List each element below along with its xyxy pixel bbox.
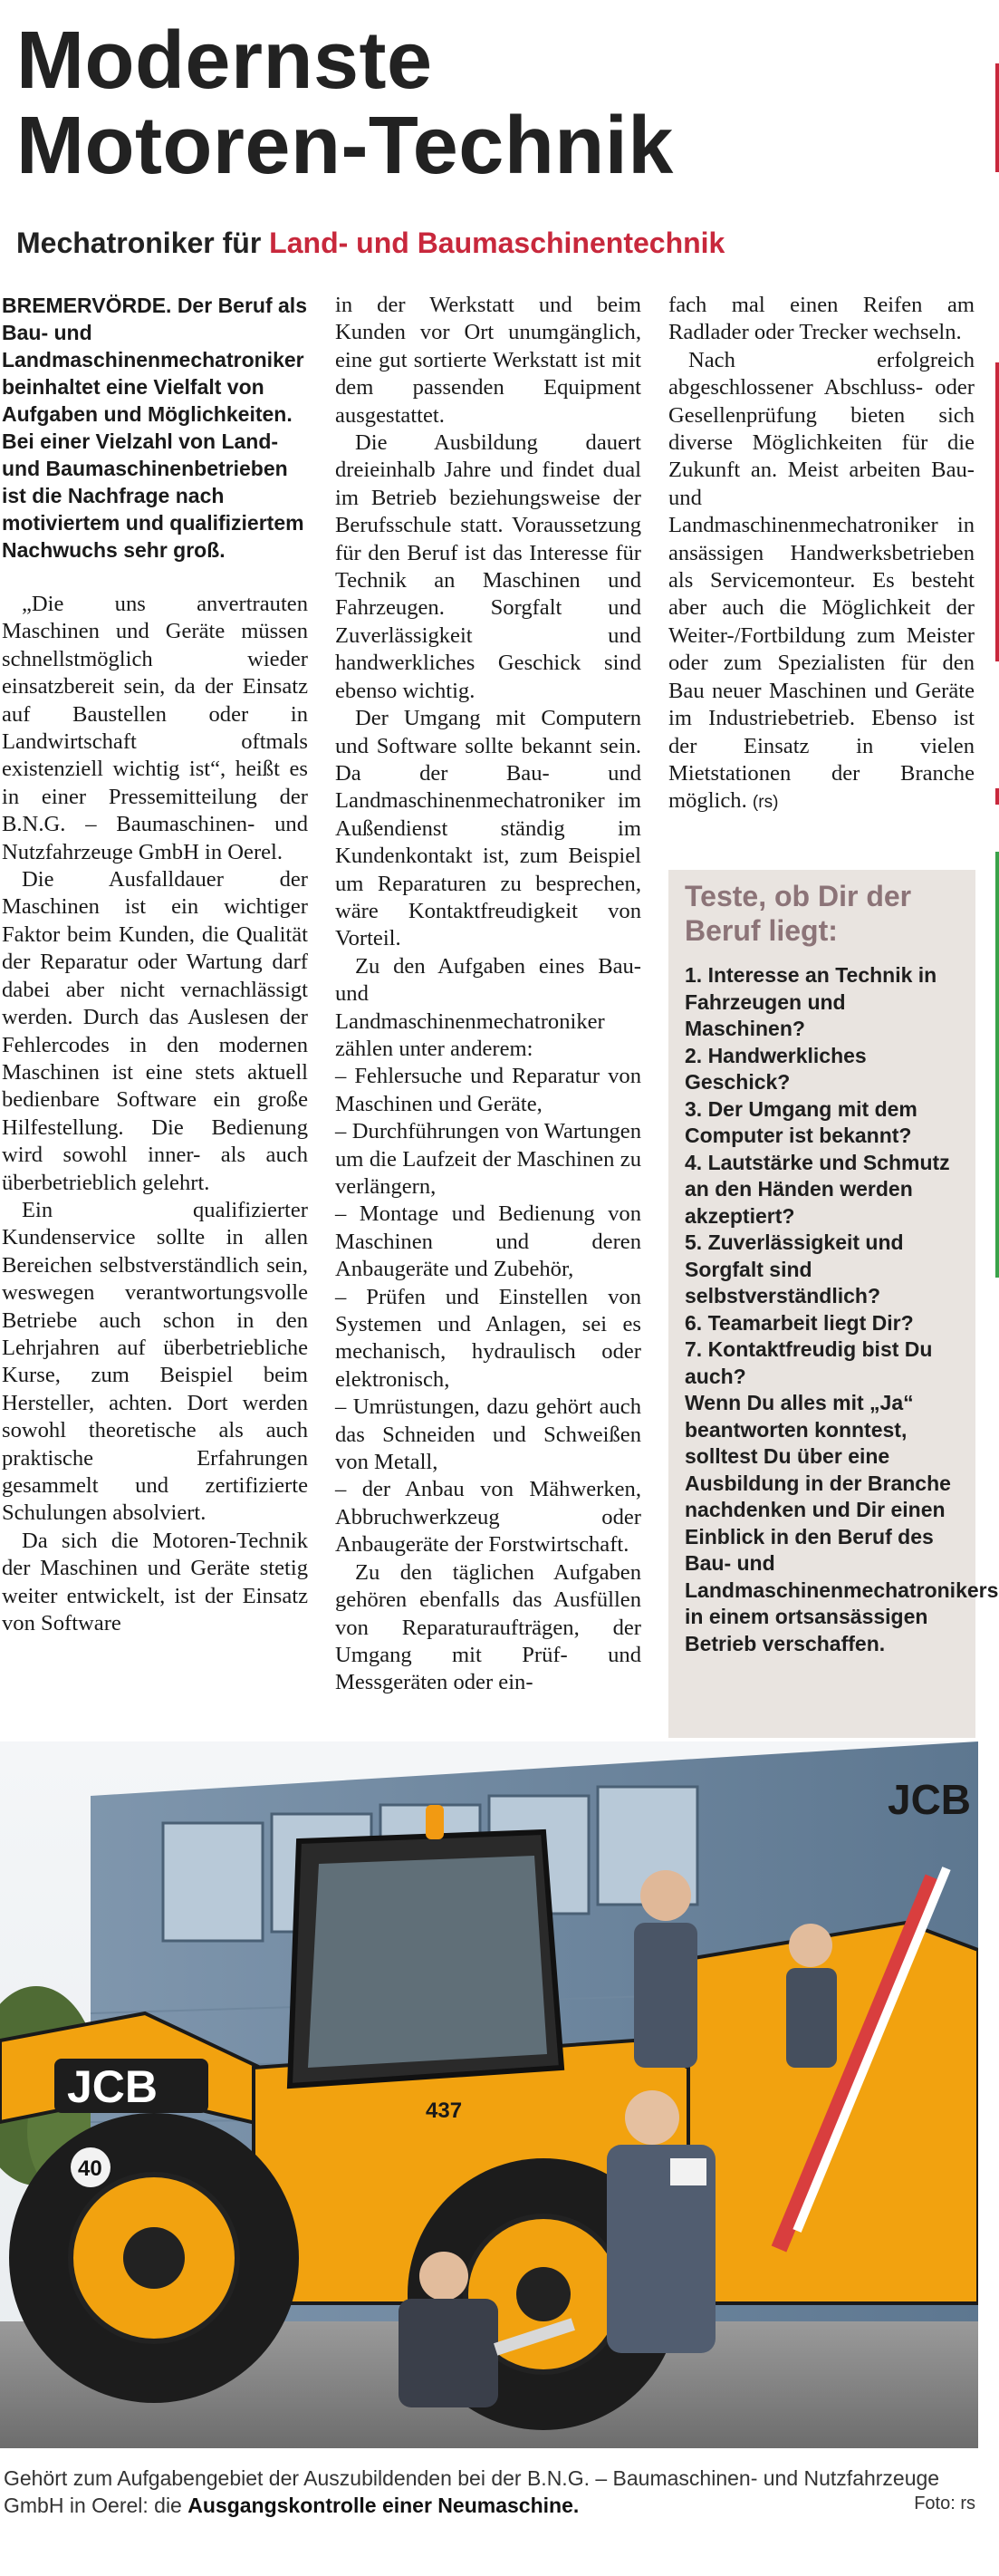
body-paragraph [668, 347, 975, 817]
article-column-1 [2, 292, 308, 1637]
body-paragraph: „Die uns anvertrauten Maschinen und Geräte müssen schnellstmöglich wieder einsatzbereit sein, da der Einsatz auf Baustellen oder in Landwirtschaft oftmals existenziell wichtig ist“, heißt es in einer Pressemitteilung der B.N.G. – Baumaschinen- und Nutzfahrzeuge GmbH in Oerel. [2, 592, 308, 864]
infobox-closing: Wenn Du alles mit „Ja“ beantworten konntest, solltest Du über eine Ausbildung in der Branche nachdenken und Dir einen Einblick in den Beruf des Bau- und Landmaschinenmechatronikers in einem ortsansässigen Betrieb verschaffen. [685, 1391, 999, 1655]
article-column-2 [335, 292, 641, 1697]
body-paragraph: fach mal einen Reifen am Radlader oder Trecker wechseln. [668, 293, 975, 345]
task-list-item: – Umrüstungen, dazu gehört auch das Schneiden und Schweißen von Metall, [335, 1394, 641, 1475]
quiz-item: 6. Teamarbeit liegt Dir? [685, 1310, 914, 1335]
model-number-text: 437 [426, 2098, 463, 2123]
lead-paragraph: BREMERVÖRDE. Der Beruf als Bau- und Landmaschinenmechatroniker beinhaltet eine Vielfalt von Aufgaben und Möglichkeiten. Bei einer Vielzahl von Land- und Baumaschinenbetrieben ist die Nachfrage nach motiviertem und qualifiziertem Nachwuchs sehr groß. [2, 294, 307, 562]
jcb-cab-text: JCB [888, 1776, 972, 1823]
headline-line-1: Modernste [16, 15, 433, 106]
author-credit: (rs) [752, 793, 779, 813]
quiz-item: 3. Der Umgang mit dem Computer ist bekannt? [685, 1096, 917, 1147]
task-list-item: – Prüfen und Einstellen von Systemen und Anlagen, sei es mechanisch, hydraulisch oder elektronisch, [335, 1284, 641, 1392]
quiz-item: 2. Handwerkliches Geschick? [685, 1043, 867, 1094]
quiz-infobox [668, 870, 999, 1738]
headline [16, 15, 976, 191]
edge-mark-red [995, 788, 999, 805]
headline-line-2: Motoren-Technik [16, 101, 674, 191]
body-paragraph: Zu den Aufgaben eines Bau- und Landmaschinenmechatroniker zählen unter anderem: [335, 953, 641, 1061]
subheadline-prefix: Mechatroniker für [16, 227, 270, 259]
jcb-brand-text: JCB [67, 2061, 158, 2112]
task-list-item: – Montage und Bedienung von Maschinen und deren Anbaugeräte und Zubehör, [335, 1201, 641, 1282]
page-edge-marks [990, 0, 999, 2576]
body-paragraph: Ein qualifizierter Kundenservice sollte in allen Bereichen selbstverständlich sein, weswegen verantwortungsvolle Betriebe auch schon in den Lehrjahren auf überbetriebliche Kurse, zum Beispiel beim Hersteller, achten. Dort werden sowohl theoretische als auch praktische Erfahrungen gesammelt und zertifizierte Schulungen absolviert. [2, 1197, 308, 1526]
body-paragraph: in der Werkstatt und beim Kunden vor Ort unumgänglich, eine gut sortierte Werkstatt ist mit dem passenden Equipment ausgestattet. [335, 293, 641, 428]
task-list-item: – Durchführungen von Wartungen um die Laufzeit der Maschinen zu verlängern, [335, 1119, 641, 1199]
edge-mark-green [995, 852, 999, 1278]
article-column-3 [668, 292, 975, 817]
caption-bold: Ausgangskontrolle einer Neumaschine. [187, 2494, 580, 2517]
task-list-item: – der Anbau von Mähwerken, Abbruchwerkzeug oder Anbaugeräte der Forstwirtschaft. [335, 1477, 641, 1558]
edge-mark-red [995, 63, 999, 172]
body-paragraph: Der Umgang mit Computern und Software sollte bekannt sein. Da der Bau- und Landmaschinenmechatroniker im Außendienst ständig im Kundenkontakt ist, zum Beispiel um Reparaturen zu besprechen, wäre Kontaktfreudigkeit von Vorteil. [335, 706, 641, 951]
subheadline [16, 225, 725, 261]
body-paragraph: Die Ausbildung dauert dreieinhalb Jahre und findet dual im Betrieb beziehungsweise der Berufsschule statt. Voraussetzung für den Beruf ist das Interesse für Technik an Maschinen und Fahrzeugen. Sorgfalt und Zuverlässigkeit und handwerkliches Geschick sind ebenso wichtig. [335, 430, 641, 703]
wheel-loader-photo [0, 1741, 978, 2448]
subheadline-accent: Land- und Baumaschinentechnik [269, 227, 725, 259]
body-text: Nach erfolgreich abgeschlossener Abschluss- oder Gesellenprüfung bieten sich diverse Möglichkeiten für die Zukunft an. Meist arbeiten Bau- und Landmaschinenmechatroniker in ansässigen Handwerksbetrieben als Servicemonteur. Es besteht aber auch die Möglichkeit der Weiter-/Fortbildung zum Meister oder zum Spezialisten für den Bau neuer Maschinen und Geräte im Industriebetrieb. Ebenso ist der Einsatz in vielen Mietstationen der Branche möglich. [668, 347, 975, 814]
article-photo [0, 1741, 978, 2448]
edge-mark-red [995, 362, 999, 661]
caption-text: Gehört zum Aufgabengebiet der Auszubildenden bei der B.N.G. – Baumaschinen- und Nutzfahrzeuge GmbH in Oerel: die [4, 2466, 940, 2517]
tire-number-text: 40 [78, 2156, 102, 2181]
photo-caption [4, 2465, 978, 2519]
body-paragraph: Die Ausfalldauer der Maschinen ist ein wichtiger Faktor beim Kunden, die Qualität der Reparatur oder Wartung darf dabei aber nicht vernachlässigt werden. Durch das Auslesen der Fehlercodes in den modernen Maschinen ist eine stets aktuell bedienbare Software ein große Hilfestellung. Die Bedienung wird sowohl inner- als auch überbetrieblich gelehrt. [2, 867, 308, 1195]
body-paragraph: Zu den täglichen Aufgaben gehören ebenfalls das Ausfüllen von Reparaturaufträgen, der Umgang mit Prüf- und Messgeräten oder ein- [335, 1559, 641, 1695]
quiz-item: 7. Kontaktfreudig bist Du auch? [685, 1337, 933, 1388]
quiz-list [685, 962, 956, 1390]
quiz-item: 5. Zuverlässigkeit und Sorgfalt sind selbstverständlich? [685, 1230, 904, 1307]
body-paragraph: Da sich die Motoren-Technik der Maschinen und Geräte stetig weiter entwickelt, ist der Einsatz von Software [2, 1528, 308, 1636]
task-list-item: – Fehlersuche und Reparatur von Maschinen und Geräte, [335, 1064, 641, 1116]
photo-credit: Foto: rs [914, 2494, 975, 2513]
infobox-title: Teste, ob Dir der Beruf liegt: [685, 880, 912, 947]
quiz-item: 1. Interesse an Technik in Fahrzeugen und Maschinen? [685, 963, 937, 1040]
quiz-item: 4. Lautstärke und Schmutz an den Händen werden akzeptiert? [685, 1150, 950, 1228]
front-tire [9, 2113, 299, 2403]
